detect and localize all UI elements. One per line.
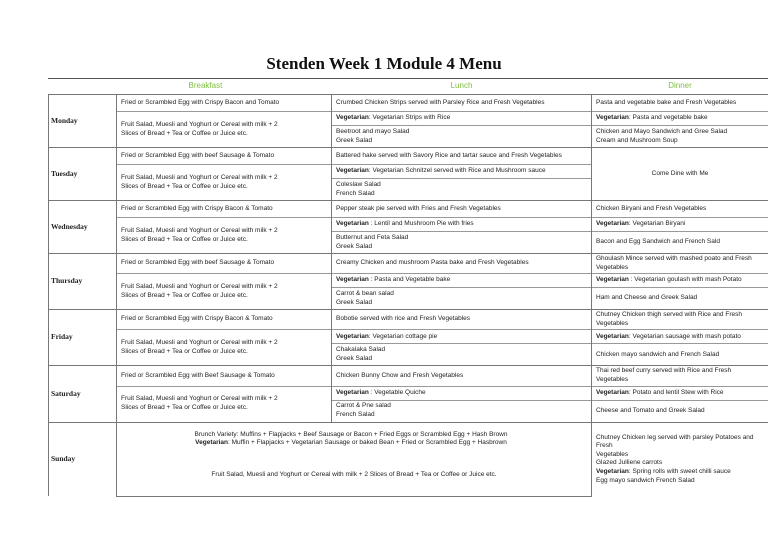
sunday-brunch [117,422,592,460]
sunday-dinner-line-2: Vegetables [596,450,629,458]
monday-dinner-veg [592,112,768,126]
veg-label: Vegetarian [596,467,629,475]
friday-breakfast-cold-line1: Fruit Salad, Muesli and Yoghurt or Cereal with milk + 2 [121,339,278,347]
thursday-lunch-veg [332,274,592,288]
saturday-breakfast-cold-line1: Fruit Salad, Muesli and Yoghurt or Cereal with milk + 2 [121,395,278,403]
friday-lunch-main: Bobotie served with rice and Fresh Vegetables [332,310,592,330]
friday-breakfast-cold-line2: Slices of Bread + Tea or Coffee or Juice etc. [121,347,248,355]
friday-lunch-salad-2: Greek Salad [336,354,373,362]
sunday-dinner-line-1: Chutney Chicken leg served with parsley Potatoes and Fresh [596,433,754,450]
veg-label: Vegetarian [596,332,629,340]
sunday-brunch-fruit: Fruit Salad, Muesli and Yoghurt or Cereal with milk + 2 Slices of Bread + Tea or Coffee or Juice etc. [117,460,592,496]
wednesday-row-2 [49,218,768,232]
wednesday-dinner-veg-text: : Vegetarian Biryani [628,220,686,228]
wednesday-breakfast-hot: Fried or Scrambled Egg with Crispy Bacon & Tomato [117,201,332,218]
veg-label: Vegetarian [336,276,369,284]
wednesday-dinner-veg [592,218,768,232]
thursday-breakfast-cold-line2: Slices of Bread + Tea or Coffee or Juice etc. [121,291,248,299]
veg-label: Vegetarian [336,332,369,340]
monday-breakfast-cold-line1: Fruit Salad, Muesli and Yoghurt or Cereal with milk + 2 [121,120,278,128]
thursday-dinner-main: Ghoulash Mince served with mashed poato and Fresh Vegetables [592,254,768,274]
wednesday-dinner-extras: Bacon and Egg Sandwich and French Sald [592,232,768,254]
saturday-breakfast-cold-line2: Slices of Bread + Tea or Coffee or Juice etc. [121,404,248,412]
thursday-lunch-veg-text: : Pasta and Vegetable bake [368,276,451,284]
day-sunday: Sunday [49,422,117,496]
monday-lunch-main: Crumbed Chicken Strips served with Parsley Rice and Fresh Vegetables [332,95,592,112]
wednesday-breakfast-cold-line1: Fruit Salad, Muesli and Yoghurt or Cereal with milk + 2 [121,226,278,234]
friday-breakfast-hot: Fried or Scrambled Egg with Crispy Bacon & Tomato [117,310,332,330]
sunday-brunch-line-2 [115,439,587,448]
friday-lunch-veg [332,330,592,344]
veg-label: Vegetarian [596,114,629,122]
breakfast-header: Breakfast [188,81,223,91]
monday-dinner-extra-2: Cream and Mushroom Soup [596,136,678,144]
friday-dinner-main: Chutney Chicken thigh served with Rice and Fresh Vegetables [592,310,768,330]
veg-label: Vegetarian [596,276,629,284]
veg-label: Vegetarian [596,388,629,396]
thursday-row-2 [49,274,768,288]
saturday-row-2 [49,386,768,400]
wednesday-lunch-salad-1: Butternut and Feta Salad [336,233,409,241]
monday-dinner-extras [592,126,768,148]
monday-lunch-salad-2: Greek Salad [336,136,373,144]
veg-label: Vegetarian [195,439,229,447]
wednesday-lunch-veg [332,218,592,232]
wednesday-lunch-main: Pepper steak pie served with Fries and Fresh Vegetables [332,201,592,218]
day-tuesday: Tuesday [49,148,117,201]
day-thursday: Thursday [49,254,117,310]
day-monday: Monday [49,95,117,148]
tuesday-lunch-veg [332,165,592,179]
saturday-lunch-veg-text: : Vegetable Quiche [368,388,426,396]
thursday-row-1 [49,254,768,274]
saturday-lunch-main: Chicken Bunny Chow and Fresh Vegetables [332,366,592,386]
saturday-dinner-veg-text: : Potato and lentil Stew with Rice [628,388,724,396]
sunday-brunch-veg-text: : Muffin + Flapjacks + Vegetarian Sausage or baked Bean + Fried or Scrambled Egg + Hasbrown [228,439,507,447]
day-header [49,79,117,95]
monday-row-1 [49,95,768,112]
friday-dinner-veg [592,330,768,344]
monday-dinner-main: Pasta and vegetable bake and Fresh Vegetables [592,95,768,112]
header-row [49,79,768,95]
veg-label: Vegetarian [336,114,369,122]
thursday-lunch-salad-2: Greek Salad [336,298,373,306]
veg-label: Vegetarian [336,167,369,175]
saturday-dinner-main: Thai red beef curry served with Rice and Fresh Vegetables [592,366,768,386]
sunday-brunch-line-1: Brunch Variety: Muffins + Flapjacks + Beef Sausage or Bacon + Fried Eggs or Scrambled Egg + Hash Brown [194,430,508,438]
tuesday-row-1 [49,148,768,165]
wednesday-breakfast-cold-line2: Slices of Bread + Tea or Coffee or Juice etc. [121,235,248,243]
thursday-lunch-salad-1: Carrot & bean salad [336,290,394,298]
thursday-dinner-veg-text: : Vegetarian goulash with mash Potato [628,276,742,284]
lunch-header: Lunch [450,81,473,91]
tuesday-lunch-main: Battered hake served with Savory Rice and tartar sauce and Fresh Vegetables [332,148,592,165]
sunday-dinner-line-3: Glazed Julliene carrots [596,459,663,467]
friday-row-2 [49,330,768,344]
veg-label: Vegetarian [336,388,369,396]
tuesday-lunch-salads [332,179,592,201]
wednesday-dinner-main: Chicken Biryani and Fresh Vegetables [592,201,768,218]
friday-dinner-extras: Chicken mayo sandwich and French Salad [592,344,768,366]
monday-breakfast-hot: Fried or Scrambled Egg with Crispy Bacon and Tomato [117,95,332,112]
day-saturday: Saturday [49,366,117,422]
thursday-lunch-main: Creamy Chicken and mushroom Pasta bake and Fresh Vegetables [332,254,592,274]
wednesday-lunch-veg-text: : Lentil and Mushroom Pie with fries [368,220,474,228]
wednesday-breakfast-cold [117,218,332,254]
day-friday: Friday [49,310,117,366]
tuesday-breakfast-cold [117,165,332,201]
tuesday-breakfast-cold-line2: Slices of Bread + Tea or Coffee or Juice etc. [121,182,248,190]
saturday-lunch-salads [332,400,592,422]
friday-lunch-veg-text: : Vegetarian cottage pie [368,332,438,340]
thursday-dinner-veg [592,274,768,288]
veg-label: Vegetarian [596,220,629,228]
menu-table [48,79,768,497]
saturday-dinner-extras: Cheese and Tomato and Greek Salad [592,400,768,422]
monday-lunch-veg-text: : Vegetarian Strips with Rice [368,114,451,122]
saturday-breakfast-hot: Fried or Scrambled Egg with Beef Sausage & Tomato [117,366,332,386]
tuesday-lunch-salad-1: Coleslaw Salad [336,180,381,188]
monday-dinner-extra-1: Chicken and Mayo Sandwich and Gree Salad [596,127,728,135]
saturday-lunch-salad-2: French Salad [336,411,375,419]
page-title: Stenden Week 1 Module 4 Menu [266,54,502,73]
monday-dinner-veg-text: : Pasta and vegetable bake [628,114,708,122]
monday-lunch-veg [332,112,592,126]
wednesday-row-1 [49,201,768,218]
monday-row-2 [49,112,768,126]
tuesday-dinner-main: Come Dine with Me [592,148,768,201]
saturday-lunch-veg [332,386,592,400]
sunday-row-1 [49,422,768,460]
monday-lunch-salads [332,126,592,148]
friday-breakfast-cold [117,330,332,366]
veg-label: Vegetarian [336,220,369,228]
friday-lunch-salad-1: Chakalaka Salad [336,346,386,354]
tuesday-lunch-salad-2: French Salad [336,189,375,197]
friday-lunch-salads [332,344,592,366]
wednesday-lunch-salad-2: Greek Salad [336,242,373,250]
sunday-dinner-line-4 [596,468,764,477]
monday-lunch-salad-1: Beetroot and mayo Salad [336,127,410,135]
monday-breakfast-cold [117,112,332,148]
monday-breakfast-cold-line2: Slices of Bread + Tea or Coffee or Juice etc. [121,129,248,137]
thursday-dinner-extras: Ham and Cheese and Greek Salad [592,288,768,310]
thursday-lunch-salads [332,288,592,310]
thursday-breakfast-cold [117,274,332,310]
saturday-dinner-veg [592,386,768,400]
sunday-dinner-line-5: Egg mayo sandwich French Salad [596,476,695,484]
saturday-breakfast-cold [117,386,332,422]
tuesday-lunch-veg-text: : Vegetarian Schnitzel served with Rice and Mushroom sauce [368,167,546,175]
saturday-lunch-salad-1: Carrot & Pne salad [336,402,391,410]
sunday-dinner [592,422,768,496]
dinner-header: Dinner [668,81,692,91]
thursday-breakfast-cold-line1: Fruit Salad, Muesli and Yoghurt or Cereal with milk + 2 [121,283,278,291]
friday-dinner-veg-text: : Vegetarian sausage with mash potato [628,332,741,340]
tuesday-breakfast-hot: Fried or Scrambled Egg with beef Sausage & Tomato [117,148,332,165]
saturday-row-1 [49,366,768,386]
sunday-dinner-veg-text: : Spring rolls with sweet chilli sauce [628,467,731,475]
thursday-breakfast-hot: Fried or Scrambled Egg with beef Sausage & Tomato [117,254,332,274]
wednesday-lunch-salads [332,232,592,254]
day-wednesday: Wednesday [49,201,117,254]
tuesday-breakfast-cold-line1: Fruit Salad, Muesli and Yoghurt or Cereal with milk + 2 [121,173,278,181]
friday-row-1 [49,310,768,330]
